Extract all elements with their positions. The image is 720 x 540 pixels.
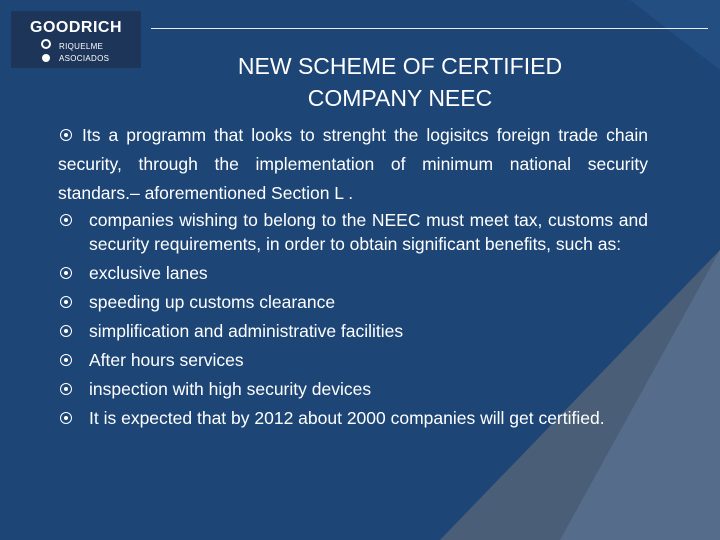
bullet-icon <box>60 412 72 424</box>
title-line-1: NEW SCHEME OF CERTIFIED <box>237 53 563 79</box>
title-rule <box>151 28 708 29</box>
logo-mark-icon <box>38 38 54 66</box>
logo-line1: RIQUELME <box>59 42 104 51</box>
logo-brand: GOODRICH <box>30 19 122 36</box>
bullet-icon <box>60 129 72 141</box>
list-item <box>58 261 648 285</box>
list-item <box>58 208 648 256</box>
list-item-text: It is expected that by 2012 about 2000 companies will get certified. <box>89 408 605 428</box>
bullet-icon <box>60 383 72 395</box>
bullet-icon <box>60 325 72 337</box>
list-item <box>58 348 648 372</box>
intro-paragraph <box>58 121 648 208</box>
logo-line2: ASOCIADOS <box>59 54 110 63</box>
bullet-list <box>58 208 648 430</box>
title-line-2: COMPANY NEEC <box>307 85 493 111</box>
bullet-icon <box>60 354 72 366</box>
bullet-icon <box>60 296 72 308</box>
list-item <box>58 290 648 314</box>
list-item-text: simplification and administrative facilities <box>89 321 404 341</box>
list-item-text: exclusive lanes <box>89 263 208 283</box>
list-item-text: companies wishing to belong to the NEEC must meet tax, customs and security requirements, in order to obtain significant benefits, such as: <box>89 210 648 254</box>
list-item-text: speeding up customs clearance <box>89 292 336 312</box>
page-title <box>170 50 630 114</box>
content-body <box>58 121 648 435</box>
list-item-text: inspection with high security devices <box>89 379 372 399</box>
intro-text: Its a programm that looks to strenght the logisitcs foreign trade chain security, through the implementation of minimum national security standars.– aforementioned Section L . <box>58 125 648 203</box>
list-item <box>58 406 648 430</box>
bullet-icon <box>60 214 72 226</box>
company-logo <box>11 11 141 68</box>
list-item <box>58 319 648 343</box>
bullet-icon <box>60 267 72 279</box>
list-item-text: After hours services <box>89 350 244 370</box>
list-item <box>58 377 648 401</box>
